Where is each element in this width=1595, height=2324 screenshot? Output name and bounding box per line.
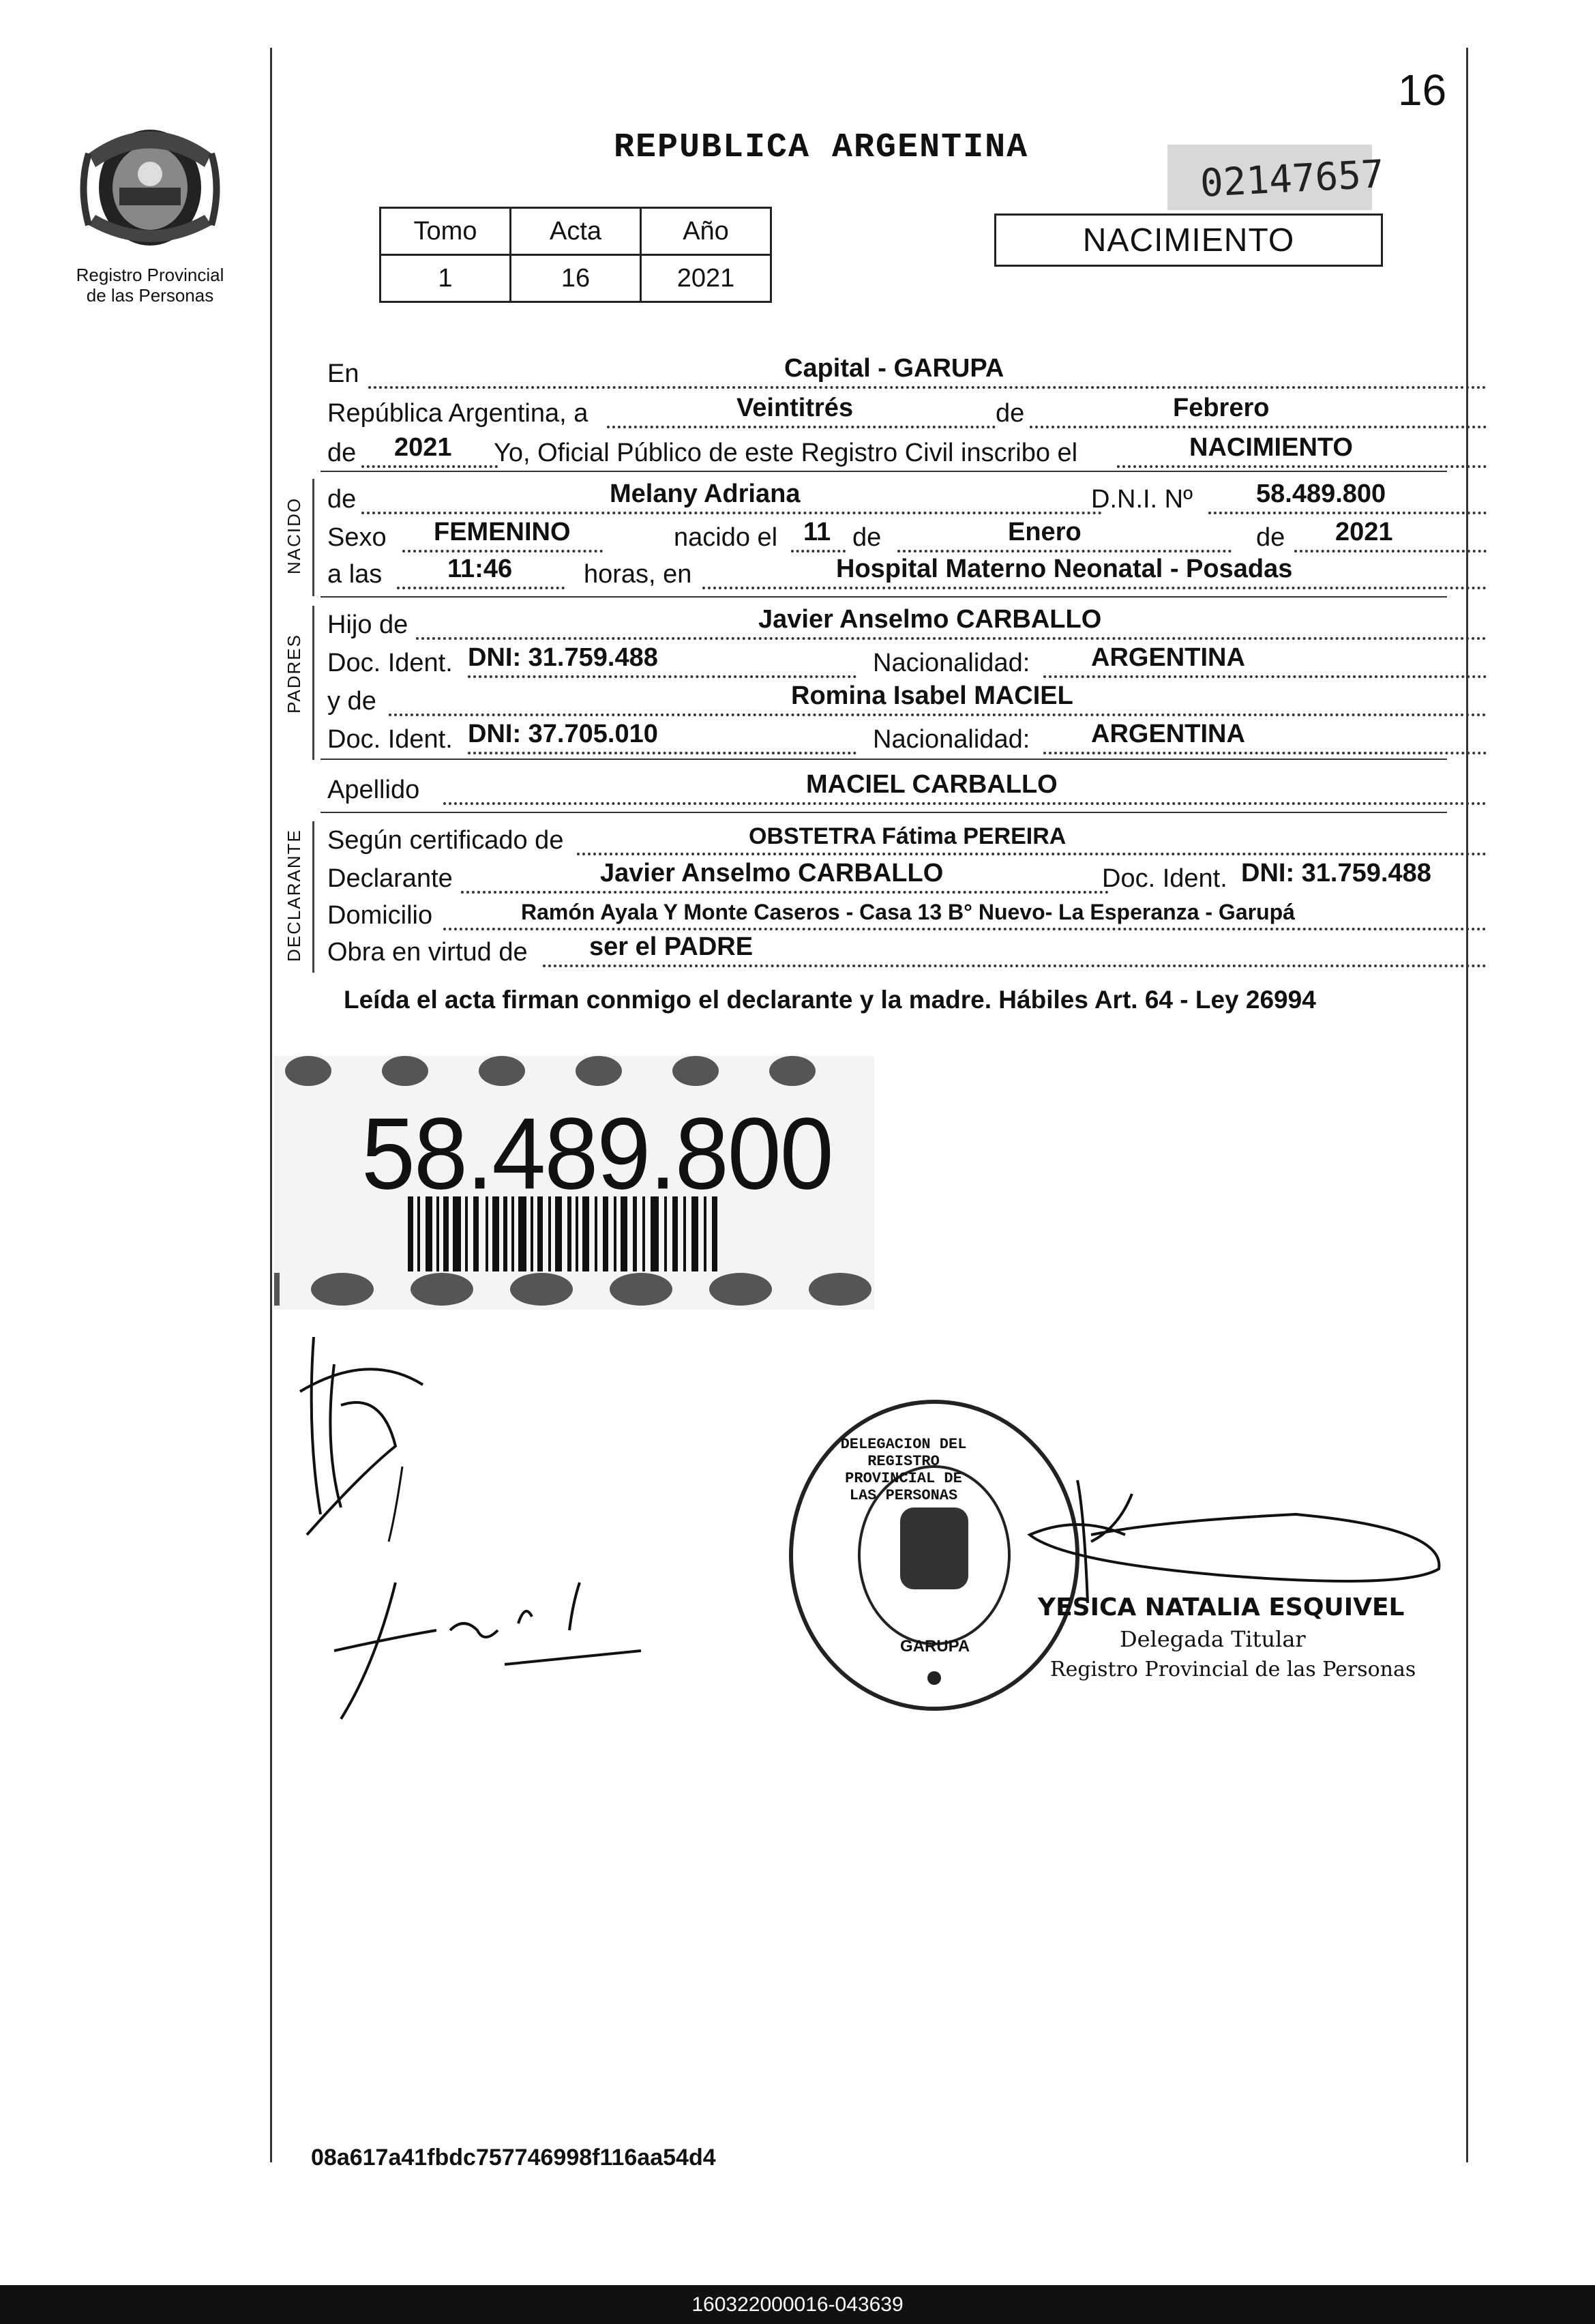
declarant-name: Javier Anselmo CARBALLO bbox=[600, 859, 944, 887]
y-de-label: y de bbox=[327, 687, 376, 716]
official-organization: Registro Provincial de las Personas bbox=[1050, 1658, 1416, 1681]
dotted-line bbox=[443, 802, 1487, 805]
certificado-label: Según certificado de bbox=[327, 826, 564, 855]
row-sex-birth bbox=[327, 516, 1446, 557]
dotted-line bbox=[543, 965, 1487, 967]
row-place bbox=[327, 352, 1446, 393]
province-emblem bbox=[75, 113, 225, 256]
surname-value: MACIEL CARBALLO bbox=[806, 770, 1058, 799]
dotted-line bbox=[416, 637, 1487, 640]
dotted-line bbox=[361, 465, 498, 468]
register-value-row bbox=[381, 255, 771, 302]
row-date bbox=[327, 392, 1446, 432]
register-header-acta: Acta bbox=[511, 208, 641, 255]
dotted-line bbox=[368, 386, 1487, 389]
certificate-value: OBSTETRA Fátima PEREIRA bbox=[749, 823, 1067, 849]
birth-place: Hospital Materno Neonatal - Posadas bbox=[836, 555, 1293, 583]
left-margin-line bbox=[270, 48, 272, 2162]
declarante-label: Declarante bbox=[327, 864, 453, 893]
dotted-line bbox=[702, 587, 1487, 589]
section-divider bbox=[321, 596, 1447, 598]
section-divider bbox=[321, 471, 1447, 472]
de-label: de bbox=[1256, 523, 1285, 552]
event-value: NACIMIENTO bbox=[1189, 433, 1353, 462]
month-value: Febrero bbox=[1173, 394, 1270, 422]
a-las-label: a las bbox=[327, 560, 383, 589]
father-doc: DNI: 31.759.488 bbox=[468, 643, 658, 672]
row-father bbox=[327, 603, 1446, 644]
document-hash: 08a617a41fbdc757746998f116aa54d4 bbox=[311, 2145, 716, 2171]
closing-statement: Leída el acta firman conmigo el declarante y la madre. Hábiles Art. 64 - Ley 26994 bbox=[344, 986, 1316, 1014]
nacido-section-label: NACIDO bbox=[284, 497, 304, 574]
dotted-line bbox=[1208, 512, 1487, 514]
official-name: YESICA NATALIA ESQUIVEL bbox=[1038, 1593, 1405, 1621]
section-divider bbox=[321, 759, 1447, 760]
row-father-doc bbox=[327, 641, 1446, 682]
mother-nationality: ARGENTINA bbox=[1091, 720, 1245, 748]
dotted-line bbox=[1030, 426, 1487, 428]
horas-label: horas, en bbox=[584, 560, 692, 589]
hijo-de-label: Hijo de bbox=[327, 611, 408, 639]
birth-year: 2021 bbox=[1335, 518, 1393, 546]
declarante-section-label: DECLARANTE bbox=[284, 829, 304, 962]
right-margin-line bbox=[1466, 48, 1468, 2162]
padres-sidebar bbox=[312, 606, 314, 760]
footer-code: 160322000016-043639 bbox=[691, 2293, 904, 2316]
register-value-tomo: 1 bbox=[381, 255, 511, 302]
birth-day: 11 bbox=[803, 518, 831, 546]
nacido-label: nacido el bbox=[674, 523, 778, 552]
de-label: de bbox=[996, 399, 1025, 428]
officer-text: Yo, Oficial Público de este Registro Civil inscribo el bbox=[494, 439, 1078, 467]
page-number: 16 bbox=[1398, 65, 1447, 115]
seal-inner-text: GARUPA bbox=[900, 1637, 970, 1656]
row-mother-doc bbox=[327, 718, 1446, 759]
row-name bbox=[327, 477, 1446, 518]
child-name: Melany Adriana bbox=[610, 480, 801, 508]
footer-code-bar bbox=[0, 2285, 1595, 2324]
dotted-line bbox=[468, 752, 856, 754]
register-header-tomo: Tomo bbox=[381, 208, 511, 255]
document-type-box: NACIMIENTO bbox=[994, 214, 1383, 267]
padres-section-label: PADRES bbox=[284, 634, 304, 714]
row-certificate bbox=[327, 819, 1446, 859]
declarant-signatures bbox=[259, 1310, 682, 1739]
row-mother bbox=[327, 679, 1446, 720]
row-time-place bbox=[327, 553, 1446, 593]
dotted-line bbox=[1117, 465, 1487, 468]
barcode-number: 58.489.800 bbox=[361, 1097, 833, 1211]
official-signature bbox=[1023, 1473, 1459, 1610]
apellido-label: Apellido bbox=[327, 776, 420, 804]
en-label: En bbox=[327, 359, 359, 388]
doc-ident-label: Doc. Ident. bbox=[327, 725, 453, 754]
dotted-line bbox=[389, 714, 1487, 716]
registry-label-line2: de las Personas bbox=[86, 285, 214, 306]
mother-name: Romina Isabel MACIEL bbox=[791, 681, 1073, 710]
dotted-line bbox=[607, 426, 996, 428]
dni-label: D.N.I. Nº bbox=[1091, 485, 1193, 514]
address-value: Ramón Ayala Y Monte Caseros - Casa 13 B° Nuevo- La Esperanza - Garupá bbox=[521, 900, 1295, 924]
nacionalidad-label: Nacionalidad: bbox=[873, 649, 1030, 677]
year-value: 2021 bbox=[394, 433, 452, 462]
de-label: de bbox=[852, 523, 882, 552]
capacity-value: ser el PADRE bbox=[589, 932, 754, 961]
row-year bbox=[327, 431, 1446, 472]
register-header-row bbox=[381, 208, 771, 255]
declarante-sidebar bbox=[312, 821, 314, 973]
republic-label: República Argentina, a bbox=[327, 399, 588, 428]
row-surname bbox=[327, 768, 1446, 809]
row-declarant bbox=[327, 857, 1446, 898]
place-value: Capital - GARUPA bbox=[784, 354, 1004, 383]
de-label: de bbox=[327, 485, 357, 514]
father-name: Javier Anselmo CARBALLO bbox=[758, 605, 1102, 634]
register-value-acta: 16 bbox=[511, 255, 641, 302]
de-label: de bbox=[327, 439, 357, 467]
dotted-line bbox=[361, 512, 1102, 514]
obra-label: Obra en virtud de bbox=[327, 938, 528, 967]
father-nationality: ARGENTINA bbox=[1091, 643, 1245, 672]
register-table bbox=[379, 207, 772, 303]
birth-time: 11:46 bbox=[447, 555, 513, 583]
doc-ident-label: Doc. Ident. bbox=[1102, 864, 1227, 893]
mother-doc: DNI: 37.705.010 bbox=[468, 720, 658, 748]
serial-stamp: 02147657 bbox=[1199, 151, 1386, 207]
nacido-sidebar bbox=[312, 479, 314, 596]
dotted-line bbox=[468, 675, 856, 678]
row-capacity bbox=[327, 930, 1446, 971]
child-dni: 58.489.800 bbox=[1256, 480, 1386, 508]
domicilio-label: Domicilio bbox=[327, 901, 433, 930]
dotted-line bbox=[577, 853, 1487, 855]
register-header-ano: Año bbox=[641, 208, 771, 255]
dotted-line bbox=[397, 587, 565, 589]
registry-label bbox=[41, 265, 259, 306]
sex-value: FEMENINO bbox=[434, 518, 571, 546]
official-role: Delegada Titular bbox=[1120, 1626, 1306, 1652]
row-address bbox=[327, 894, 1446, 935]
doc-ident-label: Doc. Ident. bbox=[327, 649, 453, 677]
dotted-line bbox=[1043, 752, 1487, 754]
sexo-label: Sexo bbox=[327, 523, 387, 552]
registry-label-line1: Registro Provincial bbox=[76, 265, 224, 285]
nacionalidad-label: Nacionalidad: bbox=[873, 725, 1030, 754]
declarant-doc: DNI: 31.759.488 bbox=[1241, 859, 1431, 887]
section-divider bbox=[321, 812, 1447, 813]
day-value: Veintitrés bbox=[736, 394, 854, 422]
dotted-line bbox=[1043, 675, 1487, 678]
birth-month: Enero bbox=[1008, 518, 1082, 546]
document-title: REPUBLICA ARGENTINA bbox=[614, 128, 1029, 167]
seal-ring-text: DELEGACION DEL REGISTRO PROVINCIAL DE LAS PERSONAS bbox=[840, 1436, 967, 1504]
register-value-ano: 2021 bbox=[641, 255, 771, 302]
